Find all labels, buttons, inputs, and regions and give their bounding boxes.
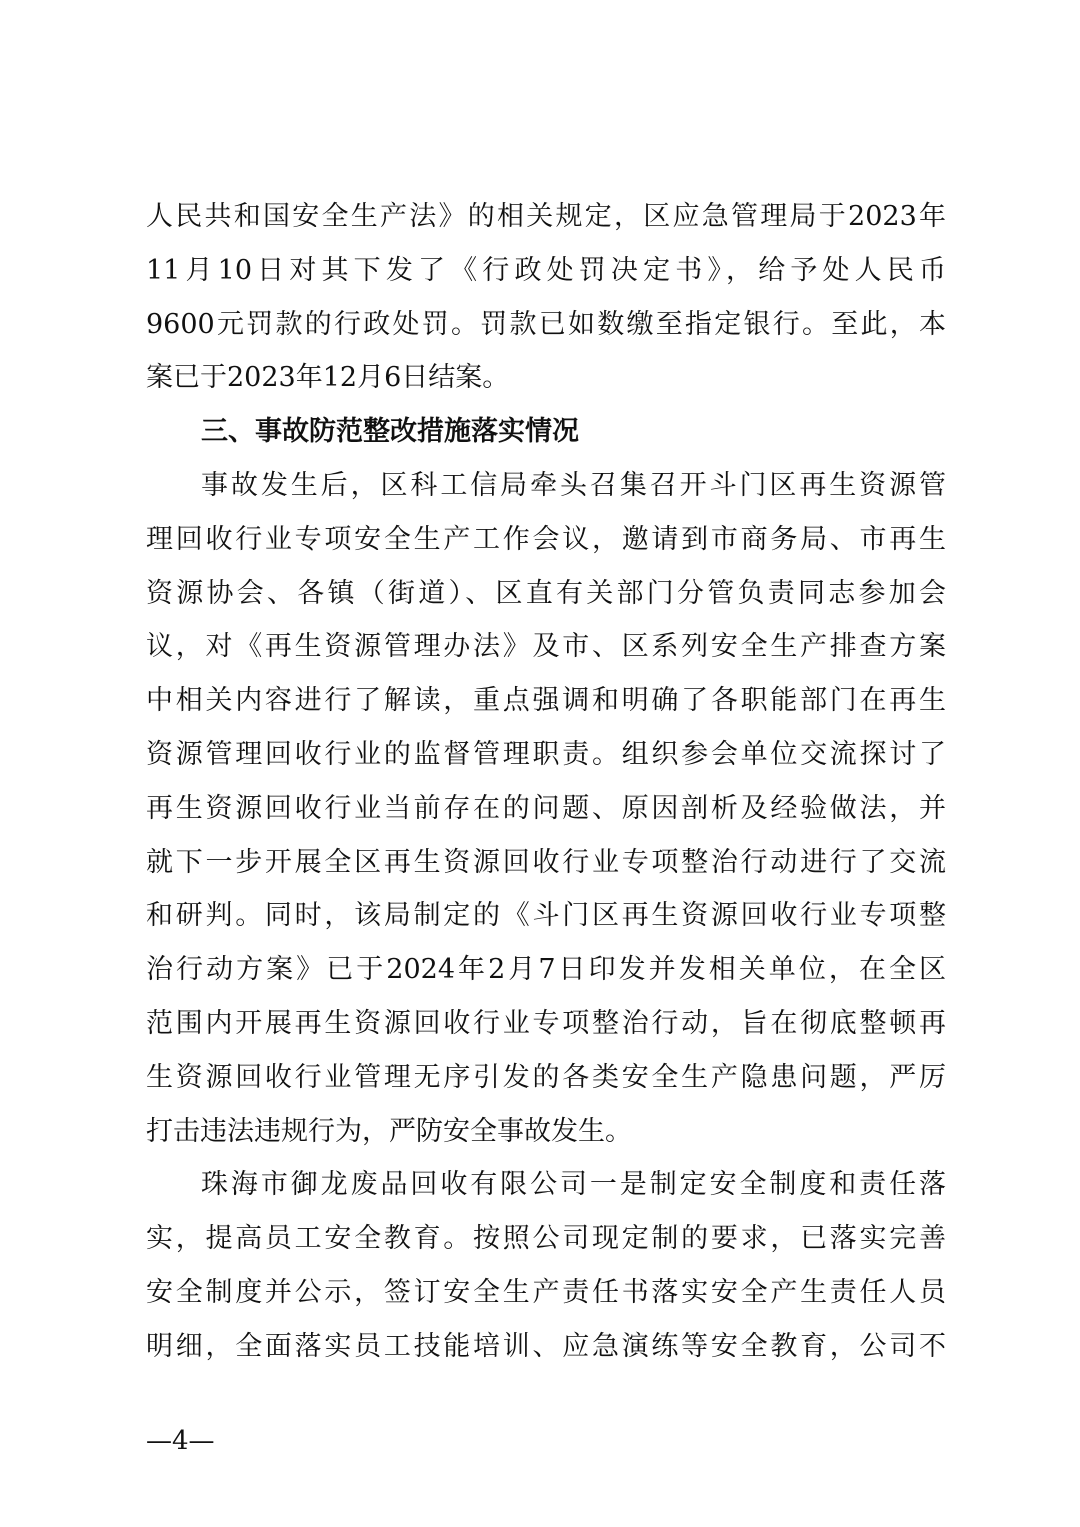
text-line: 中相关内容进行了解读，重点强调和明确了各职能部门在再生 — [146, 685, 946, 717]
text-line: 事故发生后，区科工信局牵头召集召开斗门区再生资源管 — [201, 469, 946, 501]
text-line: 案已于2023年12月6日结案。 — [146, 362, 510, 394]
section-heading: 三、事故防范整改措施落实情况 — [201, 416, 579, 448]
text-line: 明细，全面落实员工技能培训、应急演练等安全教育，公司不 — [146, 1330, 946, 1362]
text-line: 理回收行业专项安全生产工作会议，邀请到市商务局、市再生 — [146, 523, 946, 555]
text-line: 和研判。同时，该局制定的《斗门区再生资源回收行业专项整 — [146, 900, 946, 932]
text-line: 就下一步开展全区再生资源回收行业专项整治行动进行了交流 — [146, 846, 946, 878]
text-line: 再生资源回收行业当前存在的问题、原因剖析及经验做法，并 — [146, 792, 946, 824]
text-line: 议，对《再生资源管理办法》及市、区系列安全生产排查方案 — [146, 631, 946, 663]
text-line: 打击违法违规行为，严防安全事故发生。 — [146, 1115, 632, 1147]
page-number: —4— — [146, 1426, 215, 1456]
text-line: 资源管理回收行业的监督管理职责。组织参会单位交流探讨了 — [146, 738, 946, 770]
text-line: 范围内开展再生资源回收行业专项整治行动，旨在彻底整顿再 — [146, 1007, 946, 1039]
text-line: 安全制度并公示，签订安全生产责任书落实安全产生责任人员 — [146, 1276, 946, 1308]
document-body — [146, 190, 946, 1374]
text-line: 11月10日对其下发了《行政处罚决定书》，给予处人民币 — [146, 254, 946, 286]
text-line: 实，提高员工安全教育。按照公司现定制的要求，已落实完善 — [146, 1223, 946, 1255]
text-line: 人民共和国安全生产法》的相关规定，区应急管理局于2023年 — [146, 201, 946, 232]
text-line: 珠海市御龙废品回收有限公司一是制定安全制度和责任落 — [201, 1169, 946, 1201]
text-line: 资源协会、各镇（街道）、区直有关部门分管负责同志参加会 — [146, 577, 946, 609]
text-line: 治行动方案》已于2024年2月7日印发并发相关单位，在全区 — [146, 954, 946, 986]
text-line: 9600元罚款的行政处罚。罚款已如数缴至指定银行。至此，本 — [146, 308, 946, 340]
text-line: 生资源回收行业管理无序引发的各类安全生产隐患问题，严厉 — [146, 1061, 946, 1093]
